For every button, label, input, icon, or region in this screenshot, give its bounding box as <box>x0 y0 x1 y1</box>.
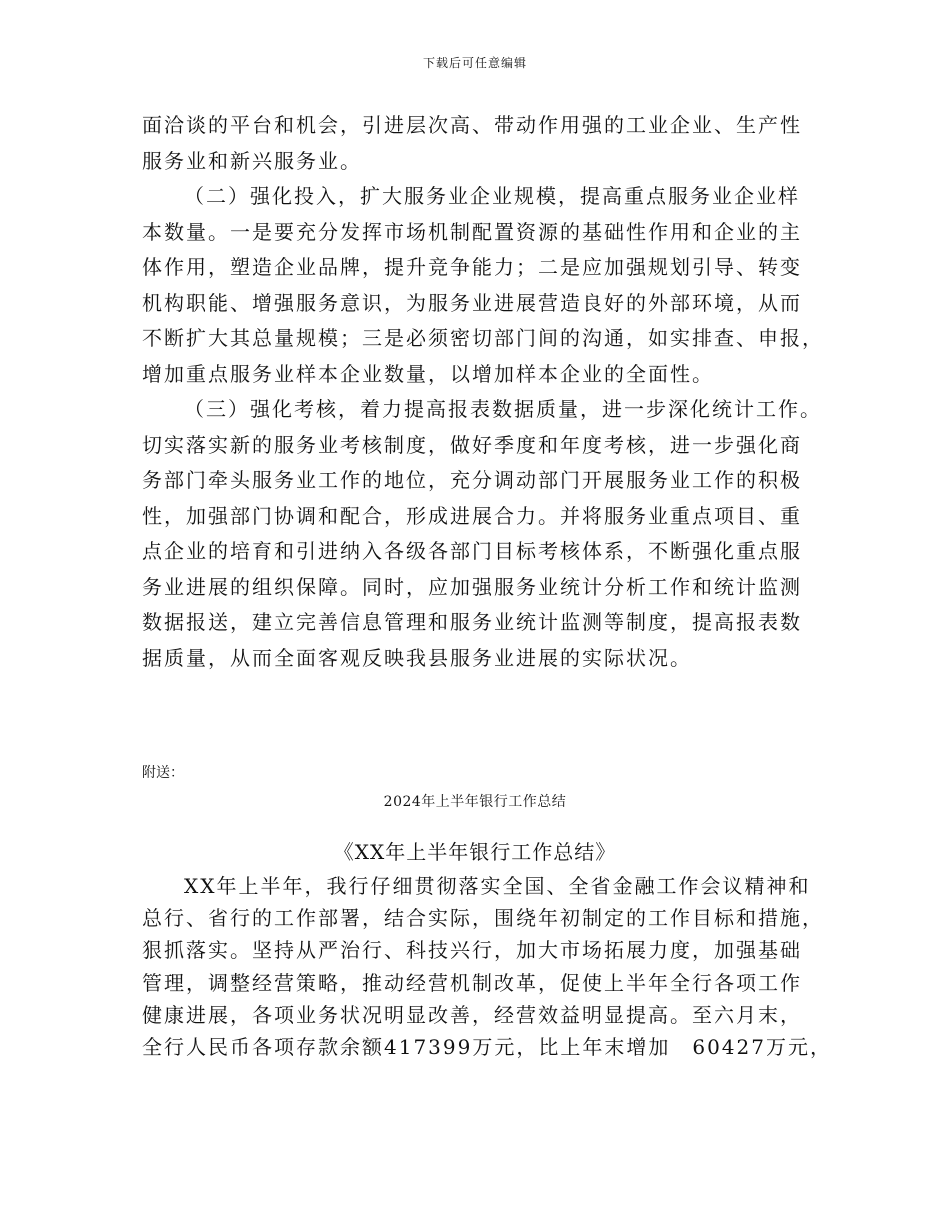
text-line: 不断扩大其总量规模；三是必须密切部门间的沟通，如实排查、申报， <box>142 326 824 350</box>
text-line: 全行人民币各项存款余额417399万元，比上年末增加 60427万元， <box>142 1035 832 1060</box>
text-line: 服务业和新兴服务业。 <box>142 148 362 173</box>
text-line: 据质量，从而全面客观反映我县服务业进展的实际状况。 <box>142 645 692 670</box>
text-line: 管理，调整经营策略，推动经营机制改革，促使上半年全行各项工作 <box>142 970 802 995</box>
attachment-title: 2024年上半年银行工作总结 <box>383 794 567 810</box>
document-title: 《XX年上半年银行工作总结》 <box>333 840 617 864</box>
subheading-line: （三）强化考核，着力提高报表数据质量，进一步深化统计工作。 <box>184 397 822 421</box>
text-line: 总行、省行的工作部署，结合实际，围绕年初制定的工作目标和措施， <box>142 906 824 931</box>
text-line: 数据报送，建立完善信息管理和服务业统计监测等制度，提高报表数 <box>142 610 802 634</box>
text-line: 务业进展的组织保障。同时，应加强服务业统计分析工作和统计监测 <box>142 574 802 599</box>
text-line: 本数量。一是要充分发挥市场机制配置资源的基础性作用和企业的主 <box>142 219 802 244</box>
text-line: 性，加强部门协调和配合，形成进展合力。并将服务业重点项目、重 <box>142 503 802 528</box>
subheading-line: （二）强化投入，扩大服务业企业规模，提高重点服务业企业样 <box>184 184 800 208</box>
page-header-note: 下载后可任意编辑 <box>422 56 527 70</box>
text-line: 狠抓落实。坚持从严治行、科技兴行，加大市场拓展力度，加强基础 <box>142 938 802 963</box>
text-line: XX年上半年，我行仔细贯彻落实全国、全省金融工作会议精神和 <box>184 874 811 898</box>
attachment-label: 附送： <box>142 765 184 781</box>
text-line: 健康进展，各项业务状况明显改善，经营效益明显提高。至六月末， <box>142 1002 802 1027</box>
section-one-text <box>142 108 822 676</box>
text-line: 点企业的培育和引进纳入各级各部门目标考核体系，不断强化重点服 <box>142 539 802 563</box>
text-line: 面洽谈的平台和机会，引进层次高、带动作用强的工业企业、生产性 <box>142 113 802 137</box>
text-line: 切实落实新的服务业考核制度，做好季度和年度考核，进一步强化商 <box>142 432 802 457</box>
section-two-text <box>142 870 832 1063</box>
text-line: 务部门牵头服务业工作的地位，充分调动部门开展服务业工作的积极 <box>142 468 802 492</box>
text-line: 机构职能、增强服务意识，为服务业进展营造良好的外部环境，从而 <box>142 290 802 315</box>
text-line: 体作用，塑造企业品牌，提升竞争能力；二是应加强规划引导、转变 <box>142 255 802 279</box>
text-line: 增加重点服务业样本企业数量，以增加样本企业的全面性。 <box>142 361 714 386</box>
